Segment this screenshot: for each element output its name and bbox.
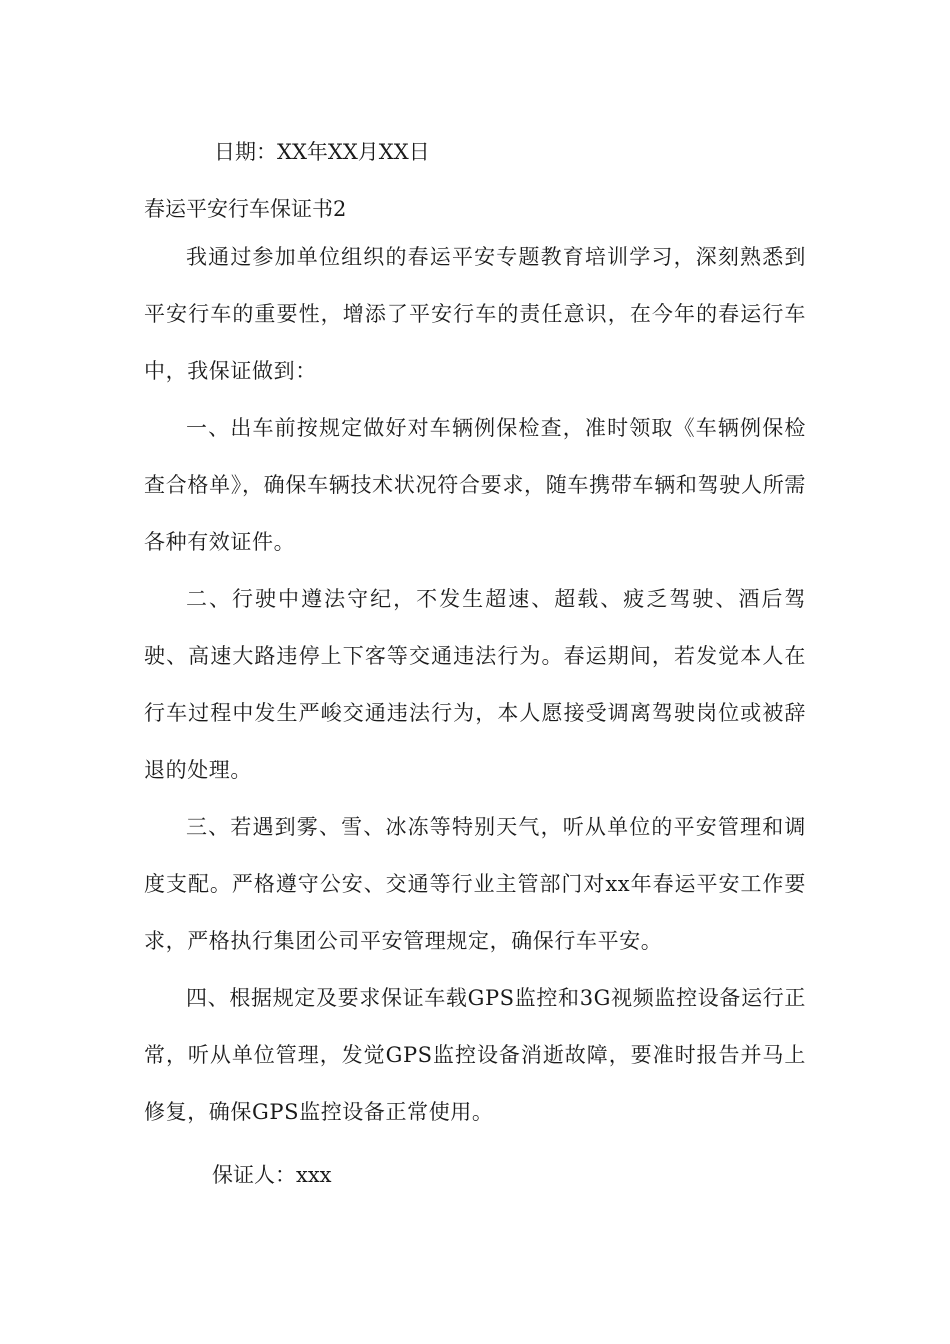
signature-line: 保证人：xxx bbox=[212, 1163, 332, 1187]
paragraph-item-3: 三、若遇到雾、雪、冰冻等特别天气，听从单位的平安管理和调度支配。严格遵守公安、交通等行业主管部门对xx年春运平安工作要求，严格执行集团公司平安管理规定，确保行车平安。 bbox=[144, 815, 806, 953]
paragraph-item-1: 一、出车前按规定做好对车辆例保检查，准时领取《车辆例保检查合格单》，确保车辆技术状况符合要求，随车携带车辆和驾驶人所需各种有效证件。 bbox=[144, 416, 806, 554]
paragraph-item-2: 二、行驶中遵法守纪，不发生超速、超载、疲乏驾驶、酒后驾驶、高速大路违停上下客等交通违法行为。春运期间，若发觉本人在行车过程中发生严峻交通违法行为，本人愿接受调离驾驶岗位或被辞退的处理。 bbox=[144, 587, 806, 782]
date-line: 日期：XX年XX月XX日 bbox=[214, 140, 430, 164]
document-title: 春运平安行车保证书2 bbox=[144, 197, 347, 221]
document-body bbox=[144, 132, 806, 1195]
paragraph-intro: 我通过参加单位组织的春运平安专题教育培训学习，深刻熟悉到平安行车的重要性，增添了平安行车的责任意识，在今年的春运行车中，我保证做到： bbox=[144, 245, 806, 383]
paragraph-item-4: 四、根据规定及要求保证车载GPS监控和3G视频监控设备运行正常，听从单位管理，发觉GPS监控设备消逝故障，要准时报告并马上修复，确保GPS监控设备正常使用。 bbox=[144, 986, 806, 1124]
